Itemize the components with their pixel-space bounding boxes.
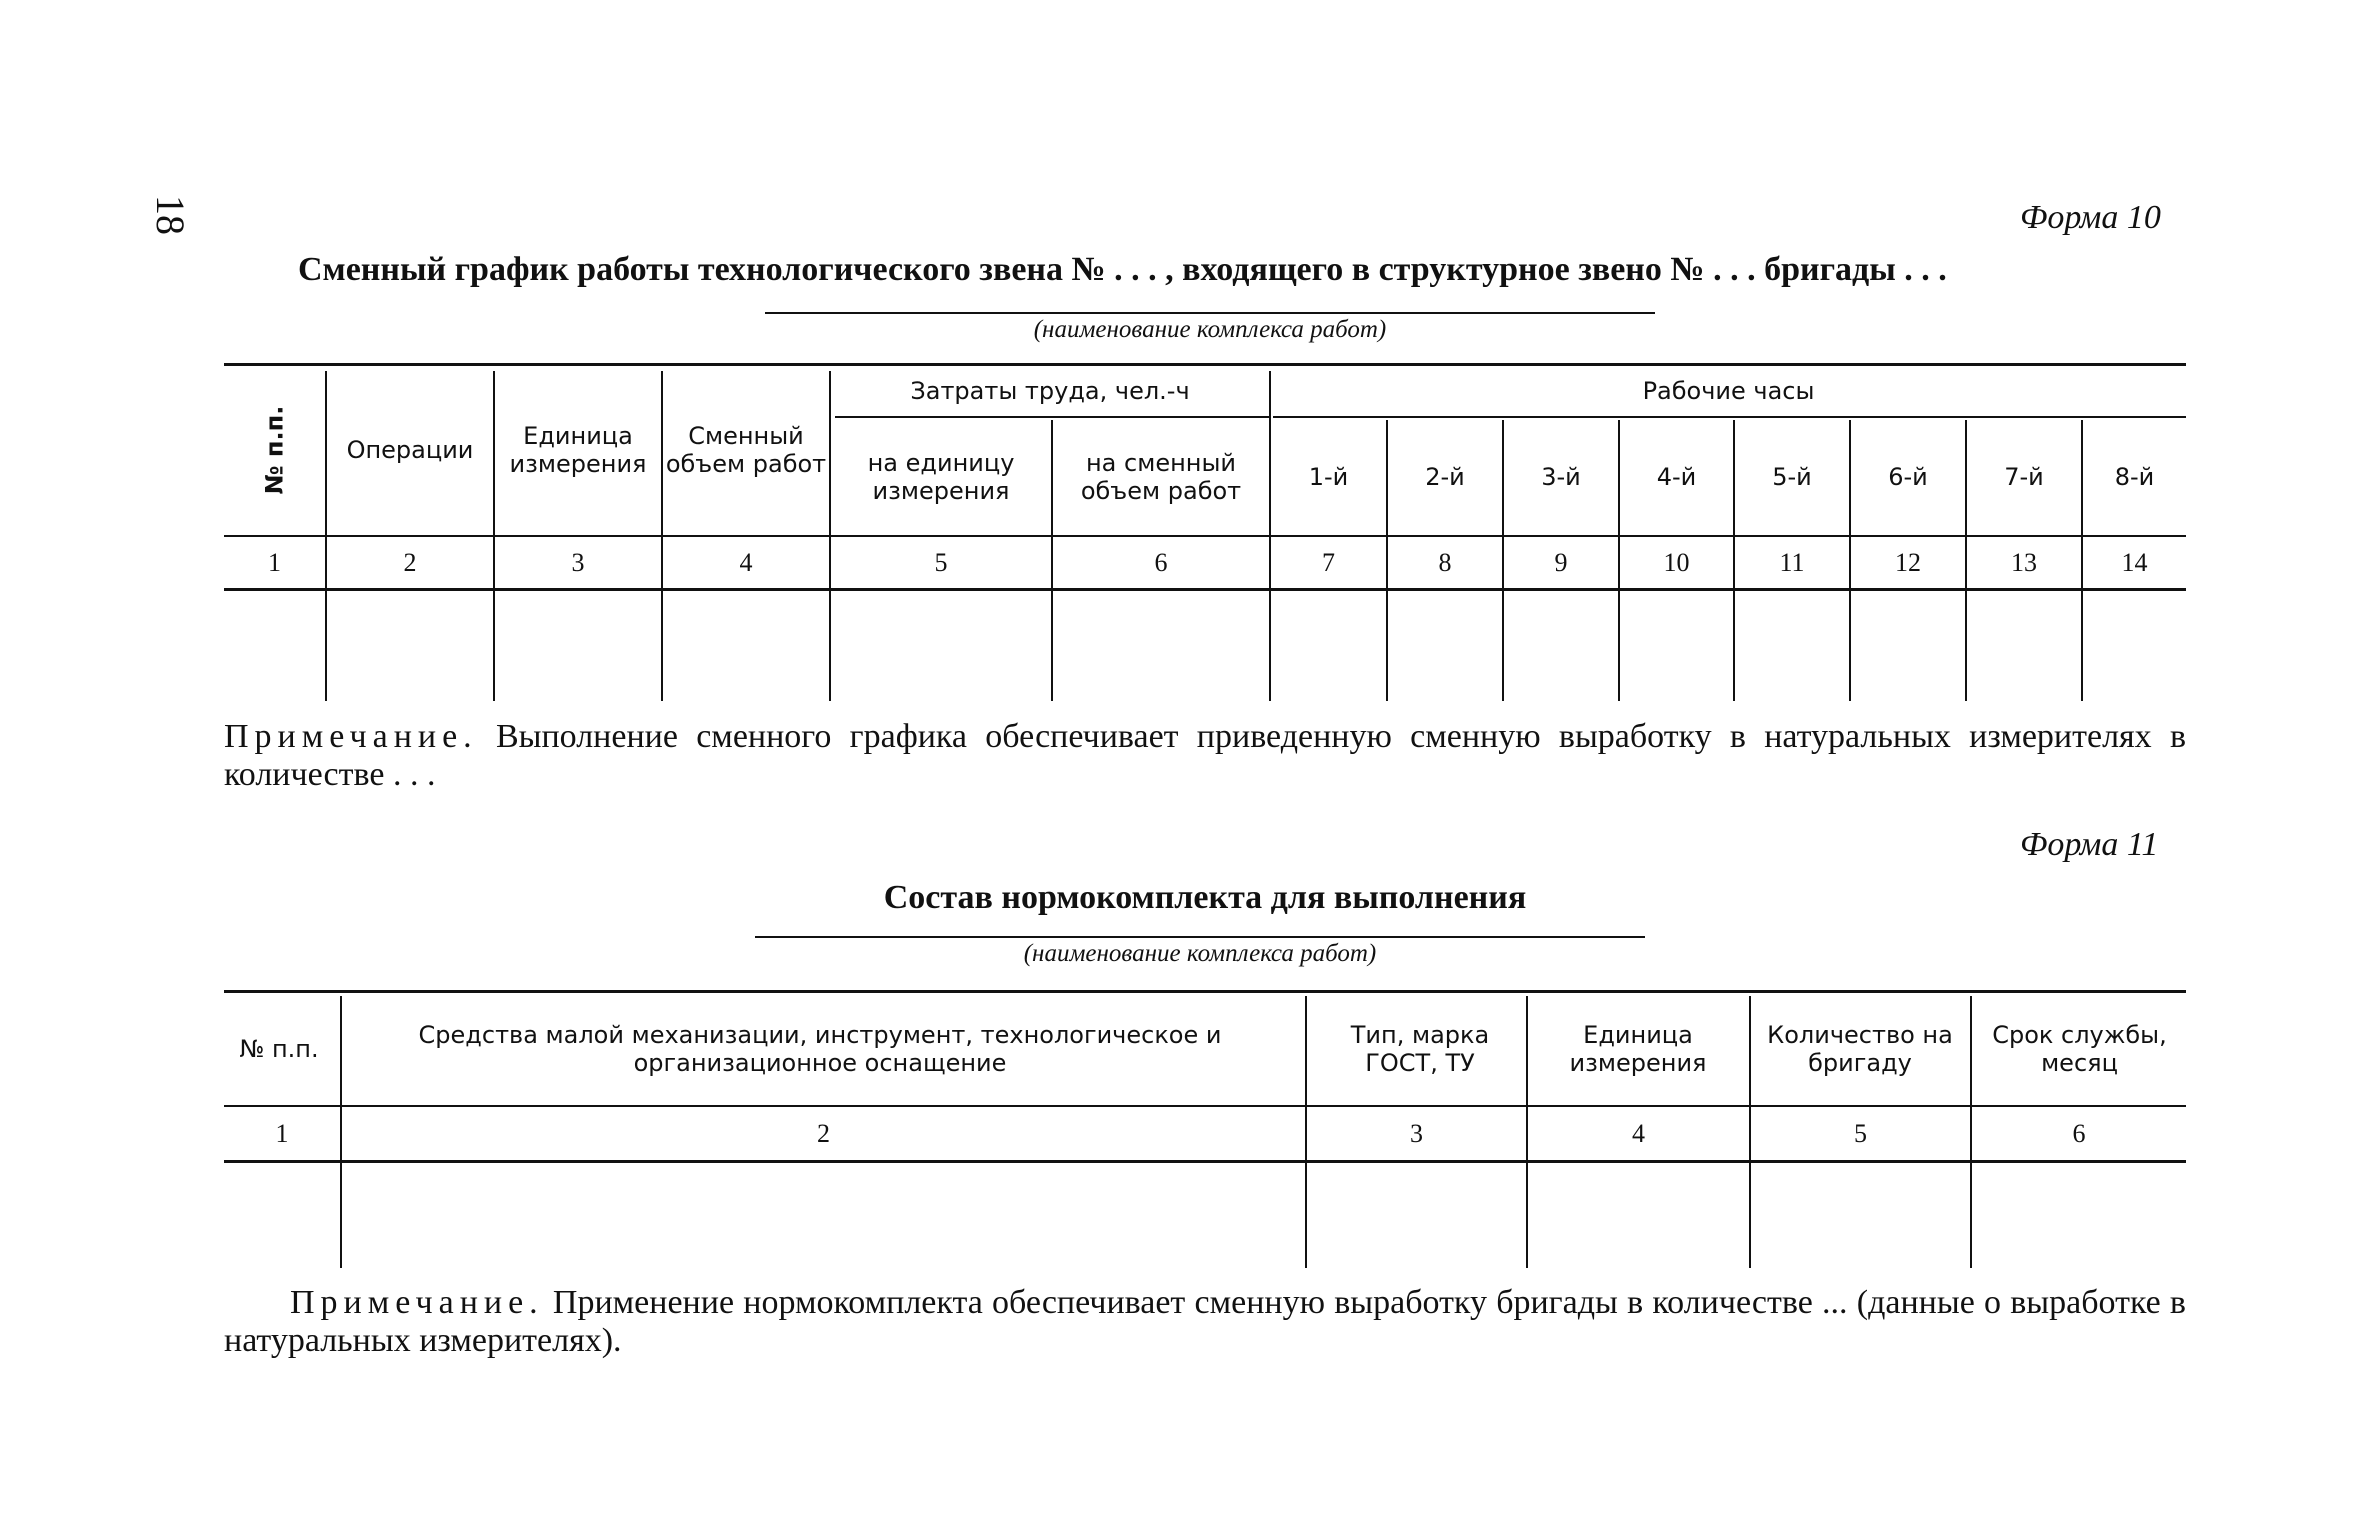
form10-header-hour-2: 2-й [1425,462,1465,491]
form11-header-quantity: Количество на бригаду [1767,1021,1953,1077]
form10-caption: (наименование комплекса работ) [1033,316,1387,343]
form10-col-number: 9 [1554,547,1568,577]
form10-header-hour-1: 1-й [1308,462,1349,491]
form11-name-line [755,936,1645,938]
form11-header-unit: Единица измерения [1569,1021,1707,1077]
form10-header-volume: Сменный объем работ [665,422,827,478]
form10-header-labor-per-volume: на сменный объем работ [1080,448,1242,505]
form11-caption: (наименование комплекса работ) [1023,940,1377,967]
form11-label: Форма 11 [2020,826,2159,863]
form11-header-row-num: № п.п. [239,1035,319,1063]
form10-col-number: 3 [571,547,585,577]
form11-col-number: 3 [1410,1118,1423,1148]
form10-col-number: 4 [739,547,753,577]
form11-numbers-bottom-line [224,1160,2186,1163]
form10-name-line [765,312,1655,314]
form10-header-hour-4: 4-й [1656,462,1697,491]
form10-header-hours: Рабочие часы [1642,376,1815,405]
form11-header-service-life: Срок службы, месяц [1992,1021,2167,1077]
form10-header-row-num-text: № п.п. [260,405,289,495]
form10-header-operations: Операции [346,436,474,464]
form10-title: Сменный график работы технологического звена № . . . , входящего в структурное звено № . . . бригады . . . [298,251,1947,288]
form10-numbers-bottom-line [224,588,2186,591]
form10-col-number: 8 [1438,547,1452,577]
form11-col-number: 4 [1632,1118,1645,1148]
form11-header-type: Тип, марка ГОСТ, ТУ [1350,1021,1490,1077]
form10-header-row-num [224,365,325,535]
form10-header-labor-per-unit: на единицу измерения [867,448,1015,505]
form10-col-number: 7 [1322,547,1335,577]
form10-col-number: 6 [1154,547,1168,577]
form10-header-hour-6: 6-й [1888,462,1928,491]
form10-header-hour-5: 5-й [1772,462,1812,491]
form11-col-number: 1 [275,1118,289,1148]
form11-title: Состав нормокомплекта для выполнения [883,879,1527,916]
form10-col-number: 10 [1663,547,1690,577]
form10-col-number: 11 [1779,547,1805,577]
form10-label: Форма 10 [2020,199,2161,236]
form11-col-number: 2 [817,1118,830,1148]
form10-col-number: 12 [1895,547,1921,577]
form10-col-number: 13 [2011,547,2037,577]
form10-note [224,718,2186,794]
form11-note [224,1284,2186,1360]
form11-note-lead: Примечание. [290,1284,544,1321]
form10-col-number: 5 [934,547,948,577]
form10-note-lead: Примечание. [224,718,478,755]
form11-col-number: 5 [1854,1118,1867,1148]
form10-header-hour-8: 8-й [2114,462,2155,491]
form10-col-number: 1 [268,547,281,577]
form10-col-number: 14 [2121,547,2148,577]
form10-header-hour-3: 3-й [1541,462,1581,491]
form10-header-unit: Единица измерения [509,422,647,478]
page-number: 18 [148,195,193,235]
form11-note-text: Применение нормокомплекта обеспечивает сменную выработку бригады в количестве ... (данные о выработке в натуральных измерителях). [224,1284,2186,1359]
form10-header-hour-7: 7-й [2004,462,2044,491]
form10-col-number: 2 [403,547,417,577]
form11-header-means: Средства малой механизации, инструмент, технологическое и организационное оснащение [418,1021,1222,1077]
form10-header-labor: Затраты труда, чел.-ч [910,376,1190,405]
form10-note-text: Выполнение сменного графика обеспечивает приведенную сменную выработку в натуральных измерителях в количестве . . . [224,718,2186,793]
form11-col-number: 6 [2072,1118,2086,1148]
